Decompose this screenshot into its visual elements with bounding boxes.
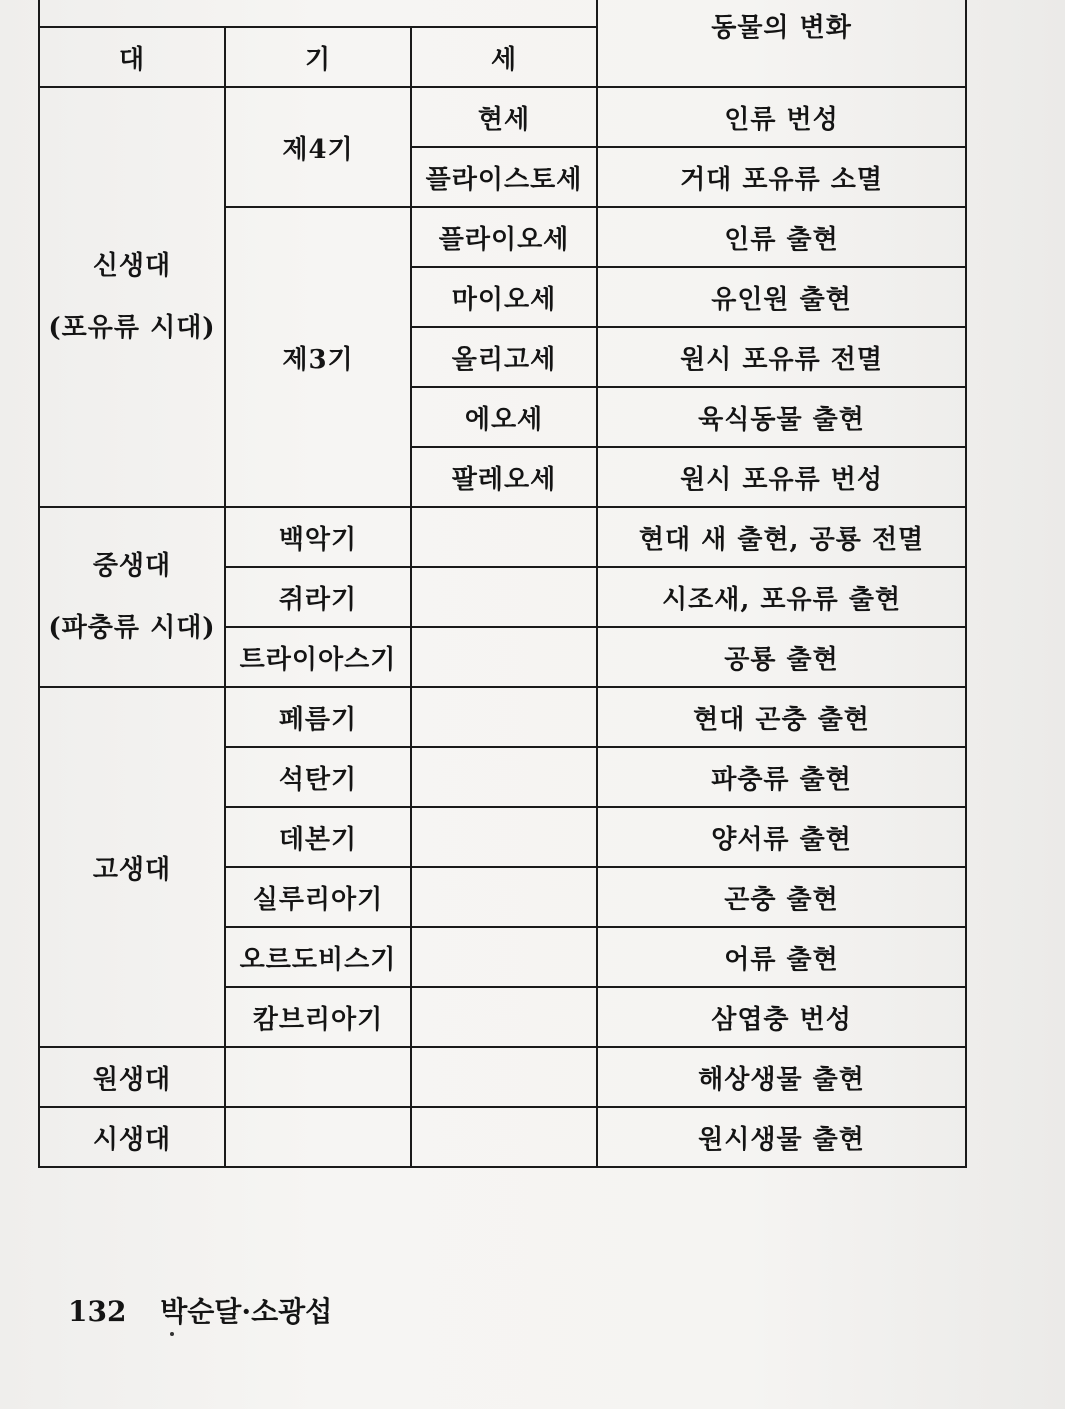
epoch-holocene: 현세 bbox=[411, 87, 597, 147]
epoch-empty bbox=[411, 807, 597, 867]
epoch-miocene: 마이오세 bbox=[411, 267, 597, 327]
era-paleozoic: 고생대 bbox=[39, 687, 225, 1047]
table-row bbox=[39, 87, 966, 147]
change-archean: 원시생물 출현 bbox=[597, 1107, 966, 1167]
epoch-empty bbox=[411, 507, 597, 567]
change-devonian: 양서류 출현 bbox=[597, 807, 966, 867]
change-cambrian: 삼엽충 번성 bbox=[597, 987, 966, 1047]
change-triassic: 공룡 출현 bbox=[597, 627, 966, 687]
change-carboniferous: 파충류 출현 bbox=[597, 747, 966, 807]
epoch-pliocene: 플라이오세 bbox=[411, 207, 597, 267]
period-cambrian: 캄브리아기 bbox=[225, 987, 411, 1047]
change-holocene: 인류 번성 bbox=[597, 87, 966, 147]
period-empty bbox=[225, 1107, 411, 1167]
table-row bbox=[39, 687, 966, 747]
change-eocene: 육식동물 출현 bbox=[597, 387, 966, 447]
change-proterozoic: 해상생물 출현 bbox=[597, 1047, 966, 1107]
period-tertiary: 제3기 bbox=[225, 207, 411, 507]
period-carboniferous: 석탄기 bbox=[225, 747, 411, 807]
scan-speck bbox=[170, 1332, 174, 1336]
epoch-empty bbox=[411, 1047, 597, 1107]
epoch-empty bbox=[411, 1107, 597, 1167]
header-animal-change: 동물의 변화 bbox=[597, 0, 966, 87]
period-quaternary: 제4기 bbox=[225, 87, 411, 207]
change-pleistocene: 거대 포유류 소멸 bbox=[597, 147, 966, 207]
period-devonian: 데본기 bbox=[225, 807, 411, 867]
period-empty bbox=[225, 1047, 411, 1107]
change-oligocene: 원시 포유류 전멸 bbox=[597, 327, 966, 387]
epoch-eocene: 에오세 bbox=[411, 387, 597, 447]
header-epoch: 세 bbox=[411, 27, 597, 87]
epoch-empty bbox=[411, 567, 597, 627]
page-number: 132 bbox=[68, 1295, 127, 1328]
geologic-time-table bbox=[38, 0, 967, 1168]
era-subtitle: (포유류 시대) bbox=[48, 313, 216, 343]
epoch-empty bbox=[411, 627, 597, 687]
table-row bbox=[39, 1107, 966, 1167]
change-permian: 현대 곤충 출현 bbox=[597, 687, 966, 747]
period-silurian: 실루리아기 bbox=[225, 867, 411, 927]
era-mesozoic bbox=[39, 507, 225, 687]
epoch-empty bbox=[411, 747, 597, 807]
period-triassic: 트라이아스기 bbox=[225, 627, 411, 687]
era-subtitle: (파충류 시대) bbox=[48, 613, 216, 643]
era-name: 중생대 bbox=[92, 551, 172, 581]
era-archean: 시생대 bbox=[39, 1107, 225, 1167]
period-jurassic: 쥐라기 bbox=[225, 567, 411, 627]
table-row bbox=[39, 507, 966, 567]
epoch-pleistocene: 플라이스토세 bbox=[411, 147, 597, 207]
era-cenozoic bbox=[39, 87, 225, 507]
change-jurassic: 시조새, 포유류 출현 bbox=[597, 567, 966, 627]
change-pliocene: 인류 출현 bbox=[597, 207, 966, 267]
footer-authors: 박순달·소광섭 bbox=[160, 1295, 333, 1328]
epoch-empty bbox=[411, 867, 597, 927]
epoch-empty bbox=[411, 687, 597, 747]
period-cretaceous: 백악기 bbox=[225, 507, 411, 567]
change-miocene: 유인원 출현 bbox=[597, 267, 966, 327]
period-permian: 페름기 bbox=[225, 687, 411, 747]
table-row bbox=[39, 1047, 966, 1107]
table-header-group-row bbox=[39, 0, 966, 27]
epoch-empty bbox=[411, 927, 597, 987]
change-ordovician: 어류 출현 bbox=[597, 927, 966, 987]
epoch-oligocene: 올리고세 bbox=[411, 327, 597, 387]
era-name: 신생대 bbox=[92, 251, 172, 281]
change-silurian: 곤충 출현 bbox=[597, 867, 966, 927]
header-era: 대 bbox=[39, 27, 225, 87]
epoch-empty bbox=[411, 987, 597, 1047]
period-ordovician: 오르도비스기 bbox=[225, 927, 411, 987]
page-footer bbox=[68, 1290, 332, 1330]
epoch-paleocene: 팔레오세 bbox=[411, 447, 597, 507]
header-group-label bbox=[39, 0, 597, 27]
change-paleocene: 원시 포유류 번성 bbox=[597, 447, 966, 507]
header-period: 기 bbox=[225, 27, 411, 87]
era-proterozoic: 원생대 bbox=[39, 1047, 225, 1107]
change-cretaceous: 현대 새 출현, 공룡 전멸 bbox=[597, 507, 966, 567]
